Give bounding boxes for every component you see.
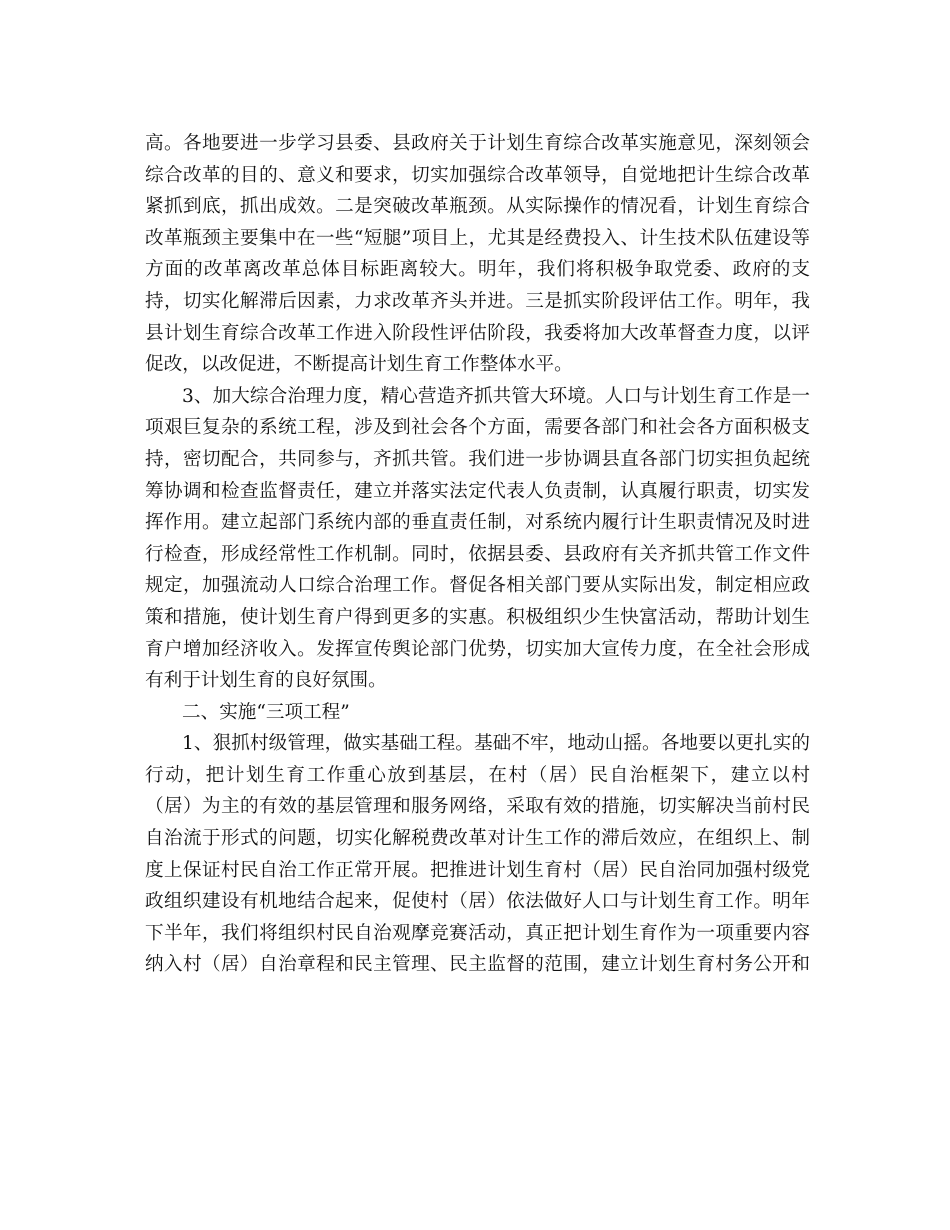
text-line: 县计划生育综合改革工作进入阶段性评估阶段，我委将加大改革督查力度，以评 [145,322,810,344]
text-line: 有利于计划生育的良好氛围。 [145,670,387,692]
text-line: 持，密切配合，共同参与，齐抓共管。我们进一步协调县直各部门切实担负起统 [145,448,810,470]
text-line: 下半年，我们将组织村民自治观摩竞赛活动，真正把计划生育作为一项重要内容 [145,922,810,944]
text-line: 促改，以改促进，不断提高计划生育工作整体水平。 [145,354,573,376]
text-line: 政组织建设有机地结合起来，促使村（居）依法做好人口与计划生育工作。明年 [145,891,810,913]
paragraph-first-line: 1、狠抓村级管理，做实基础工程。基础不牢，地动山摇。各地要以更扎实的 [182,733,810,755]
text-line: 行动，把计划生育工作重心放到基层，在村（居）民自治框架下，建立以村 [145,764,810,786]
text-line: 紧抓到底，抓出成效。二是突破改革瓶颈。从实际操作的情况看，计划生育综合 [145,196,810,218]
text-line: 策和措施，使计划生育户得到更多的实惠。积极组织少生快富活动，帮助计划生 [145,606,810,628]
text-line: 度上保证村民自治工作正常开展。把推进计划生育村（居）民自治同加强村级党 [145,859,810,881]
paragraph-first-line: 3、加大综合治理力度，精心营造齐抓共管大环境。人口与计划生育工作是一 [182,385,810,407]
text-line: 规定，加强流动人口综合治理工作。督促各相关部门要从实际出发，制定相应政 [145,575,810,597]
text-line: 项艰巨复杂的系统工程，涉及到社会各个方面，需要各部门和社会各方面积极支 [145,417,810,439]
text-line: 改革瓶颈主要集中在一些“短腿”项目上，尤其是经费投入、计生技术队伍建设等 [145,227,810,249]
text-line: 挥作用。建立起部门系统内部的垂直责任制，对系统内履行计生职责情况及时进 [145,512,810,534]
text-line: 行检查，形成经常性工作机制。同时，依据县委、县政府有关齐抓共管工作文件 [145,543,810,565]
text-line: （居）为主的有效的基层管理和服务网络，采取有效的措施，切实解决当前村民 [145,796,810,818]
text-line: 方面的改革离改革总体目标距离较大。明年，我们将积极争取党委、政府的支 [145,259,810,281]
text-line: 筹协调和检查监督责任，建立并落实法定代表人负责制，认真履行职责，切实发 [145,480,810,502]
paragraph-first-line: 二、实施“三项工程” [182,701,350,723]
text-line: 纳入村（居）自治章程和民主管理、民主监督的范围，建立计划生育村务公开和 [145,954,810,976]
text-line: 高。各地要进一步学习县委、县政府关于计划生育综合改革实施意见，深刻领会 [145,133,810,154]
text-line: 持，切实化解滞后因素，力求改革齐头并进。三是抓实阶段评估工作。明年，我 [145,290,810,312]
text-line: 自治流于形式的问题，切实化解税费改革对计生工作的滞后效应，在组织上、制 [145,828,810,850]
text-line: 育户增加经济收入。发挥宣传舆论部门优势，切实加大宣传力度，在全社会形成 [145,638,810,660]
text-line: 综合改革的目的、意义和要求，切实加强综合改革领导，自觉地把计生综合改革 [145,164,810,186]
document-body [145,128,810,981]
